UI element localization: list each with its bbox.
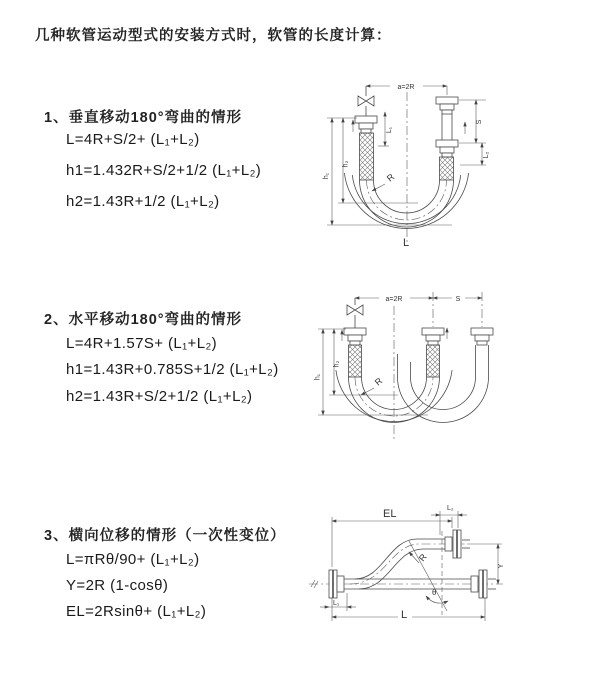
formula-line: h1=1.432R+S/2+1/2 (L₁+L₂)	[66, 162, 262, 179]
formula-line: Y=2R (1-cosθ)	[66, 577, 169, 594]
formula-line: h2=1.43R+1/2 (L₁+L₂)	[66, 193, 220, 210]
formula-line: h2=1.43R+S/2+1/2 (L₁+L₂)	[66, 388, 253, 405]
left-flange-hose	[344, 328, 366, 377]
u-bend-hose	[344, 173, 468, 228]
dim-label: S	[476, 119, 483, 125]
dim-label-L: L	[403, 237, 410, 249]
formula-line: L=4R+S/2+ (L₁+L₂)	[66, 131, 200, 148]
right-flange-hose	[436, 97, 458, 180]
s-curve-hose	[350, 530, 470, 589]
formula-line: EL=2Rsinθ+ (L₁+L₂)	[66, 603, 207, 620]
middle-flange-hose	[422, 328, 444, 377]
dim-label: L₁	[333, 600, 340, 607]
radius-leader	[372, 171, 397, 191]
diagram-lateral-displacement	[295, 495, 535, 655]
formula-line: h1=1.43R+0.785S+1/2 (L₁+L₂)	[66, 361, 279, 378]
dim-label: L₂	[483, 151, 490, 159]
dim-label: a=2R	[397, 84, 415, 91]
dim-label: h₂	[342, 160, 350, 168]
dim-label: L₂	[447, 505, 454, 512]
dim-label: R	[384, 171, 397, 184]
dim-label: θ	[432, 588, 437, 597]
dim-label: h₁	[323, 172, 330, 180]
dimension-l1	[378, 112, 393, 146]
section-1-heading: 1、垂直移动180°弯曲的情形	[44, 110, 243, 126]
dim-label: h₂	[333, 360, 341, 368]
formula-line: L=πRθ/90+ (L₁+L₂)	[66, 551, 200, 568]
dim-label: R	[372, 375, 385, 388]
dimension-l1	[320, 593, 356, 611]
right-flange-displaced	[471, 328, 493, 377]
dim-label: a=2R	[385, 296, 403, 303]
left-flange	[329, 570, 344, 598]
dimension-a2r	[366, 80, 447, 95]
radius-leader	[361, 375, 385, 395]
page-title: 几种软管运动型式的安装方式时，软管的长度计算：	[35, 28, 392, 44]
dimension-el	[332, 508, 452, 567]
dim-label: h₁	[314, 373, 322, 381]
diagram-horizontal-180-bend	[300, 282, 600, 472]
valve-icon	[358, 86, 374, 116]
dim-label: R	[416, 551, 429, 564]
section-2-heading: 2、水平移动180°弯曲的情形	[44, 312, 243, 328]
dim-label: L	[401, 609, 408, 621]
dimension-l	[332, 598, 485, 621]
radius-leader	[409, 551, 429, 563]
dimension-s-l2	[459, 100, 490, 165]
dim-label: S	[455, 296, 461, 303]
formula-line: L=4R+1.57S+ (L₁+L₂)	[66, 335, 218, 352]
section-3-heading: 3、横向位移的情形（一次性变位）	[44, 528, 286, 544]
dim-label: L₁	[386, 126, 393, 134]
dim-label: Y	[498, 563, 505, 569]
dimension-a2r-s	[355, 292, 482, 327]
diagram-vertical-180-bend	[300, 70, 600, 270]
valve-icon	[347, 298, 363, 328]
u-bend-hose-displaced	[398, 354, 489, 422]
angle-theta	[409, 531, 448, 615]
dimension-l2	[431, 505, 467, 535]
left-flange-hose	[355, 116, 377, 180]
dim-label: EL	[383, 508, 397, 520]
